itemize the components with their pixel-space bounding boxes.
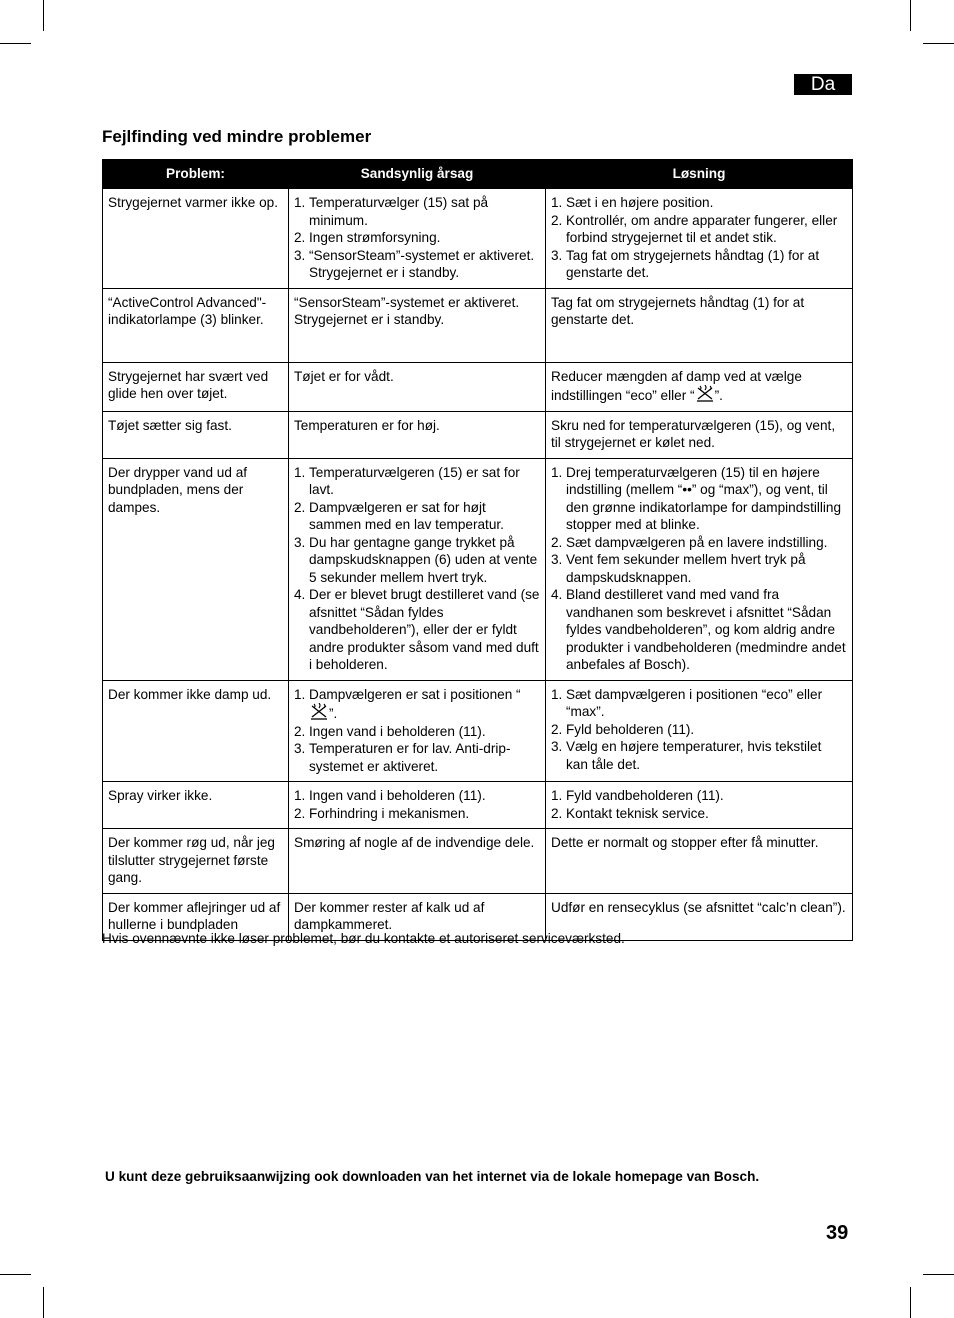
cause-list (294, 787, 540, 822)
cause-list (294, 194, 540, 282)
section-heading: Fejlfinding ved mindre problemer (102, 127, 372, 146)
crop-mark (0, 43, 31, 44)
list-item: 2. Dampvælgeren er sat for højt sammen med en lav temperatur. (294, 499, 504, 532)
table-header-row (103, 160, 853, 189)
list-item: 3. Du har gentagne gange trykket på dampskudsknappen (6) uden at vente 5 sekunder mellem hvert tryk. (294, 534, 538, 585)
list-item: 3. “SensorSteam”-systemet er aktiveret. Strygejernet er i standby. (294, 247, 535, 280)
table-row (103, 362, 853, 411)
problem-cell: Spray virker ikke. (103, 782, 289, 829)
table-row (103, 411, 853, 458)
cause-cell (289, 189, 546, 289)
problem-cell: Der kommer ikke damp ud. (103, 680, 289, 782)
list-item: 3. Temperaturen er for lav. Anti-drip-systemet er aktiveret. (294, 741, 511, 774)
list-item: 2. Sæt dampvælgeren på en lavere indstilling. (551, 534, 828, 550)
solution-cell (546, 458, 853, 680)
solution-list (551, 686, 847, 774)
table-row (103, 782, 853, 829)
list-item: 2. Forhindring i mekanismen. (294, 805, 470, 821)
table-row (103, 829, 853, 894)
list-item: 4. Der er blevet brugt destilleret vand (se afsnittet “Sådan fyldes vandbeholderen”), eller der er fyldt andre produkter såsom vand med duft i beholderen. (294, 587, 540, 672)
solution-list (551, 194, 847, 282)
problem-cell: “ActiveControl Advanced"-indikatorlampe (3) blinker. (103, 288, 289, 362)
cause-cell (289, 680, 546, 782)
table-row (103, 458, 853, 680)
crop-mark (43, 1287, 44, 1318)
cause-cell: Temperaturen er for høj. (289, 411, 546, 458)
solution-cell: Reducer mængden af damp ved at vælge indstillingen “eco” eller “ ”. (546, 362, 853, 411)
footnote: Hvis ovennævnte ikke løser problemet, bør du kontakte et autoriseret serviceværksted. (102, 931, 625, 946)
list-item: 2. Kontakt teknisk service. (551, 805, 709, 821)
table-row (103, 288, 853, 362)
list-item: 1. Sæt i en højere position. (551, 195, 714, 210)
solution-cell (546, 680, 853, 782)
cause-cell: “SensorSteam”-systemet er aktiveret. Strygejernet er i standby. (289, 288, 546, 362)
column-header-solution: Løsning (546, 160, 853, 189)
cause-cell (289, 782, 546, 829)
troubleshooting-table (102, 159, 853, 941)
solution-list (551, 464, 847, 674)
list-item: 3. Vent fem sekunder mellem hvert tryk på dampskudsknappen. (551, 552, 806, 585)
list-item: 1. Sæt dampvælgeren i positionen “eco” eller “max”. (551, 686, 823, 719)
problem-cell: Tøjet sætter sig fast. (103, 411, 289, 458)
table-row (103, 680, 853, 782)
problem-cell: Strygejernet varmer ikke op. (103, 189, 289, 289)
column-header-cause: Sandsynlig årsag (289, 160, 546, 189)
no-steam-icon (309, 703, 329, 720)
crop-mark (923, 1274, 954, 1275)
list-item: 2. Kontrollér, om andre apparater fungerer, eller forbind strygejernet til et andet stik. (551, 212, 838, 245)
solution-cell (546, 782, 853, 829)
download-note: U kunt deze gebruiksaanwijzing ook downloaden van het internet via de lokale homepage van Bosch. (105, 1169, 760, 1184)
crop-mark (910, 0, 911, 31)
cause-list (294, 464, 540, 674)
solution-cell: Dette er normalt og stopper efter få minutter. (546, 829, 853, 894)
column-header-problem: Problem: (103, 160, 289, 189)
problem-cell: Der drypper vand ud af bundpladen, mens der dampes. (103, 458, 289, 680)
list-item: 3. Tag fat om strygejernets håndtag (1) for at genstarte det. (551, 247, 820, 280)
cause-list (294, 686, 540, 776)
list-item: 1. Fyld vandbeholderen (11). (551, 788, 724, 803)
list-item: 4. Bland destilleret vand med vand fra vandhanen som beskrevet i afsnittet “Sådan fyldes vandbeholderen”, og kom aldrig andre produkter i vandbeholderen (medmindre andet anbefales af Bosch). (551, 587, 846, 672)
solution-cell: Udfør en rensecyklus (se afsnittet “calc’n clean”). (546, 893, 853, 940)
problem-cell: Der kommer aflejringer ud af hullerne i bundpladen (103, 893, 289, 940)
list-item: 1. Temperaturvælgeren (15) er sat for lavt. (294, 464, 520, 497)
crop-mark (923, 43, 954, 44)
solution-cell: Skru ned for temperaturvælgeren (15), og vent, til strygejernet er kølet ned. (546, 411, 853, 458)
list-item: 2. Fyld beholderen (11). (551, 721, 695, 737)
cause-cell: Tøjet er for vådt. (289, 362, 546, 411)
page-number: 39 (826, 1222, 849, 1244)
cause-cell: Der kommer rester af kalk ud af dampkammeret. (289, 893, 546, 940)
language-tab: Da (794, 74, 852, 95)
problem-cell: Strygejernet har svært ved glide hen over tøjet. (103, 362, 289, 411)
list-item: 2. Ingen strømforsyning. (294, 230, 441, 245)
list-item: 1. Temperaturvælger (15) sat på minimum. (294, 195, 489, 228)
solution-cell: Tag fat om strygejernets håndtag (1) for at genstarte det. (546, 288, 853, 362)
list-item: 1. Drej temperaturvælgeren (15) til en højere indstilling (mellem “••” og “max”), og vent, til den grønne indikatorlampe for dampindstilling stopper med at blinke. (551, 464, 842, 532)
solution-cell (546, 189, 853, 289)
list-item: 2. Ingen vand i beholderen (11). (294, 723, 486, 739)
crop-mark (910, 1287, 911, 1318)
crop-mark (43, 0, 44, 31)
list-item: 3. Vælg en højere temperaturer, hvis tekstilet kan tåle det. (551, 739, 822, 772)
list-item: 1. Dampvælgeren er sat i positionen “”. (294, 686, 521, 721)
solution-list (551, 787, 847, 822)
problem-cell: Der kommer røg ud, når jeg tilslutter strygejernet første gang. (103, 829, 289, 894)
cause-cell (289, 458, 546, 680)
cause-cell: Smøring af nogle af de indvendige dele. (289, 829, 546, 894)
no-steam-icon (695, 385, 715, 402)
table-row (103, 189, 853, 289)
crop-mark (0, 1274, 31, 1275)
list-item: 1. Ingen vand i beholderen (11). (294, 788, 486, 803)
